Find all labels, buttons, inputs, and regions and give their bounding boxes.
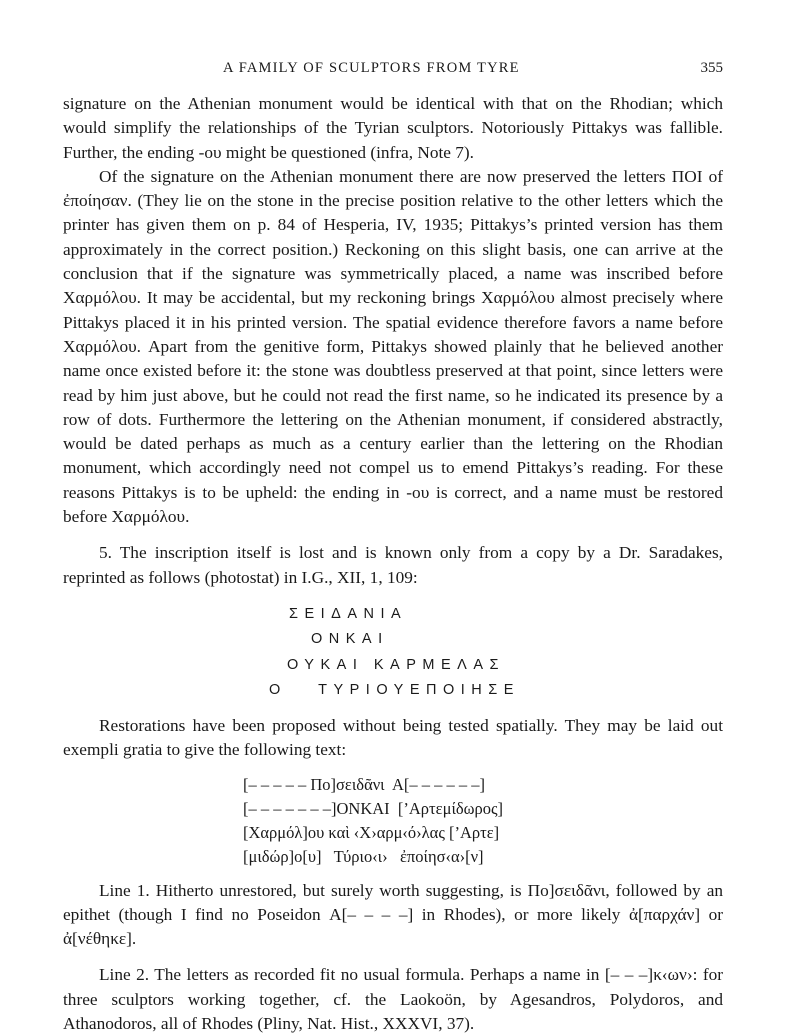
restored-line: [μιδώρ]ο[υ] Τύριο‹ι› ἐποίησ‹α›[ν] (243, 846, 484, 866)
body-text (63, 92, 723, 1036)
paragraph-restorations: Restorations have been proposed without being tested spatially. They may be laid out exempli gratia to give the following text: (63, 715, 723, 760)
paragraph-inscription-intro: 5. The inscription itself is lost and is known only from a copy by a Dr. Saradakes, reprinted as follows (photostat) in I.G., XII, 1, 109: (63, 543, 723, 587)
paragraph-line-2-note: Line 2. The letters as recorded fit no usual formula. Perhaps a name in [– – –]κ‹ων›: for three sculptors working together, cf. the Laokoön, by Agesandros, Polydoros, and Athanodoros, all of Rhodes (Pliny, Nat. Hist., XXXVI, 37). (63, 965, 723, 1034)
page-number: 355 (700, 60, 723, 76)
inscription-line: ΟΥΚΑΙ ΚΑΡΜΕΛΑΣ (287, 656, 505, 673)
restored-line: [– – – – – Πο]σειδᾶνι Α[– – – – – –] (243, 774, 485, 794)
restored-line: [– – – – – – –]ΟΝΚΑΙ [’Αρτεμίδωρος] (243, 798, 504, 818)
inscription-line: ΟΝΚΑΙ (311, 631, 389, 648)
paragraph-signature-analysis: Of the signature on the Athenian monument there are now preserved the letters ΠΟΙ of ἐποίησαν. (They lie on the stone in the precise position relative to the other letters which the printer has given them on p. 84 of Hesperia, IV, 1935; Pittakys’s printed version has them approximately in the correct position.) Reckoning on this slight basis, one can arrive at the conclusion that if the signature was symmetrically placed, a name was inscribed before Χαρμόλου. It may be accidental, but my reckoning brings Χαρμόλου almost precisely where Pittakys placed it in his printed version. The spatial evidence therefore favors a name before Χαρμόλου. Apart from the genitive form, Pittakys showed plainly that he believed another name once existed before it: the stone was doubtless preserved at that point, since letters were read by him just above, but he could not read the first name, so he indicated its presence by a row of dots. Furthermore the lettering on the Athenian monument, if considered abstractly, would be dated perhaps as much as a century earlier than the lettering on the Rhodian monument, which accordingly need not compel us to emend Pittakys’s reading. For these reasons Pittakys is to be upheld: the ending in -ου is correct, and a name must be restored before Χαρμόλου. (63, 166, 723, 527)
restored-text (243, 773, 723, 869)
inscription-copy (63, 602, 723, 704)
restored-line: [Χαρμόλ]ου καὶ ‹Χ›αρμ‹ό›λας [’Αρτε] (243, 822, 500, 842)
paragraph-continuation: signature on the Athenian monument would be identical with that on the Rhodian; which would simplify the relationships of the Tyrian sculptors. Notoriously Pittakys was fallible. Further, the ending -ου might be questioned (infra, Note 7). (63, 94, 723, 162)
running-title: A FAMILY OF SCULPTORS FROM TYRE (223, 60, 520, 76)
running-head (63, 60, 723, 82)
paragraph-line-1-note: Line 1. Hitherto unrestored, but surely worth suggesting, is Πο]σειδᾶνι, followed by an epithet (though I find no Poseidon Α[– – – –] in Rhodes), or more likely ἀ[παρχάν] or ἀ[νέθηκε]. (63, 880, 723, 949)
inscription-line: Ο ΤΥΡΙΟΥΕΠΟΙΗΣΕ (269, 682, 520, 699)
inscription-line: ΣΕΙΔΑΝΙΑ (289, 605, 408, 622)
